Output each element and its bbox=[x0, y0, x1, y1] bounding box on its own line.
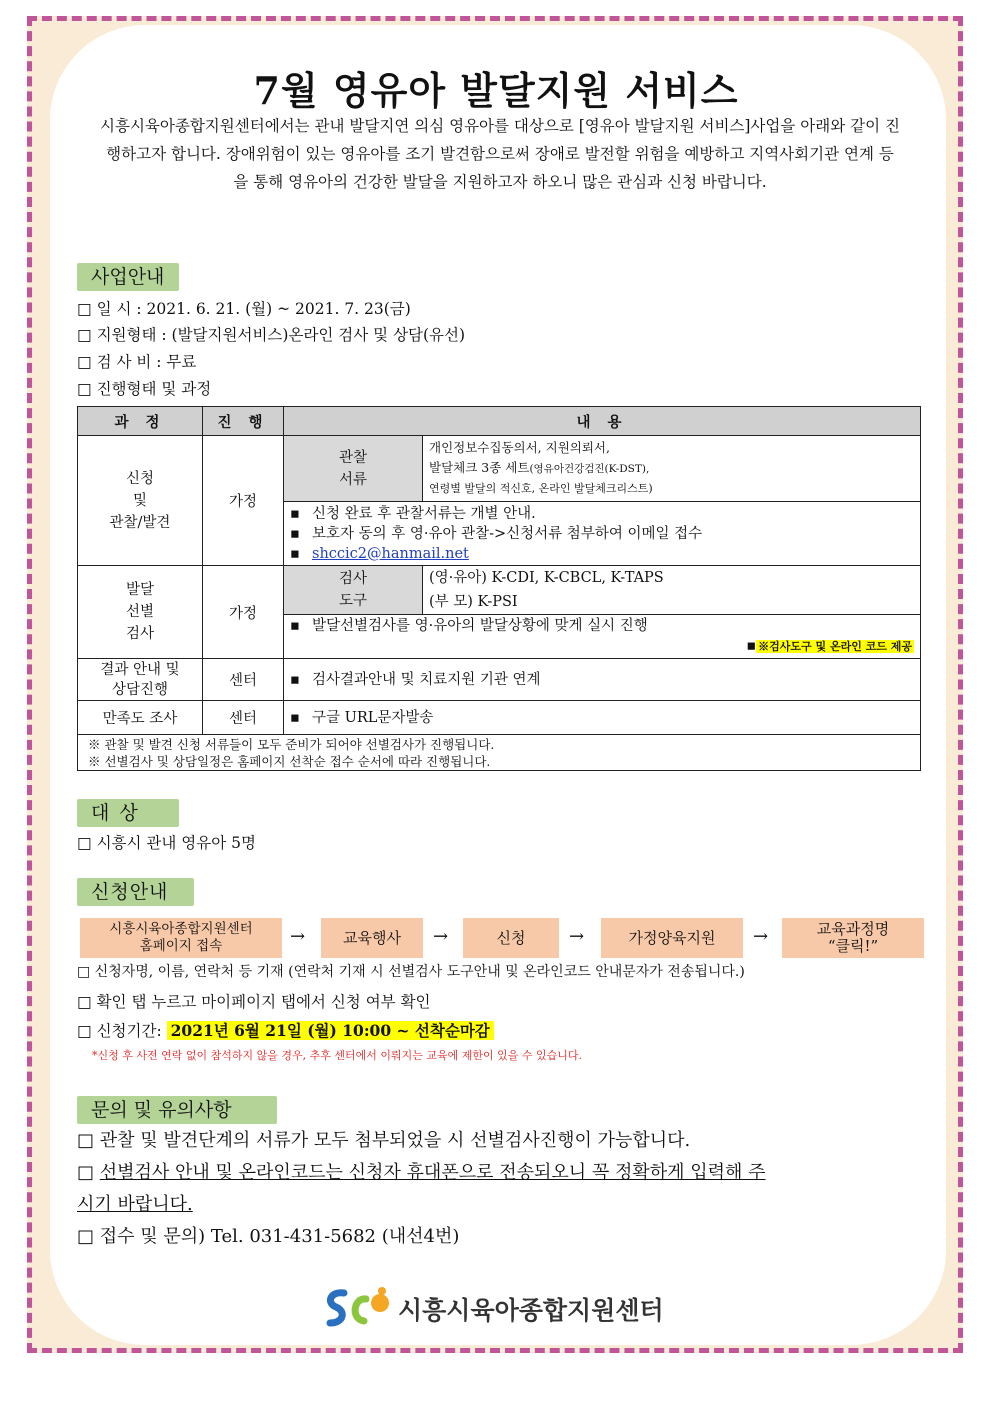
flow-arrow: → bbox=[569, 926, 585, 947]
notice-2: □ 선별검사 안내 및 온라인코드는 신청자 휴대폰으로 전송되오니 꼭 정확하게 입력해 주 bbox=[77, 1162, 766, 1183]
row3-bullets bbox=[284, 659, 921, 701]
target-text: □ 시흥시 관내 영유아 5명 bbox=[77, 834, 256, 852]
section-heading-inquiry: 문의 및 유의사항 bbox=[77, 1096, 277, 1124]
list-item: ▪ 검사결과안내 및 치료지원 기관 연계 bbox=[290, 670, 914, 690]
flow-step-apply: 신청 bbox=[463, 918, 559, 958]
section-heading-apply: 신청안내 bbox=[77, 878, 194, 906]
list-item: ▪ 발달선별검사를 영·유아의 발달상황에 맞게 실시 진행 bbox=[290, 616, 914, 636]
notice-1: □ 관찰 및 발견단계의 서류가 모두 첨부되었을 시 선별검사진행이 가능합니다. bbox=[77, 1130, 691, 1151]
apply-warning: *신청 후 사전 연락 없이 참석하지 않을 경우, 추후 센터에서 이뤄지는 교육에 제한이 있을 수 있습니다. bbox=[92, 1049, 582, 1062]
row2-who: 가정 bbox=[203, 566, 284, 659]
row2-step: 발달 선별 검사 bbox=[78, 566, 203, 659]
notice-contact: □ 접수 및 문의) Tel. 031-431-5682 (내선4번) bbox=[77, 1226, 460, 1247]
info-process: □ 진행형태 및 과정 bbox=[77, 380, 212, 398]
flow-arrow: → bbox=[753, 926, 769, 947]
list-item: ▪ 보호자 동의 후 영·유아 관찰->신청서류 첨부하여 이메일 접수 bbox=[290, 524, 914, 544]
section-heading-business: 사업안내 bbox=[77, 263, 179, 291]
row2-sub-label: 검사 도구 bbox=[284, 566, 423, 615]
row1-who: 가정 bbox=[203, 436, 284, 566]
list-item: ▪ 구글 URL문자발송 bbox=[290, 708, 914, 728]
table-footnotes: ※ 관찰 및 발견 신청 서류들이 모두 준비가 되어야 선별검사가 진행됩니다. ※ 선별검사 및 상담일정은 홈페이지 선착순 접수 순서에 따라 진행됩니다. bbox=[78, 735, 921, 771]
row1-bullets bbox=[284, 502, 921, 566]
row2-note: ※검사도구 및 온라인 코드 제공 bbox=[758, 640, 912, 653]
header-content: 내 용 bbox=[284, 407, 921, 436]
center-logo bbox=[322, 1285, 664, 1333]
flow-step-home-care: 가정양육지원 bbox=[601, 918, 743, 958]
row2-tools: (영·유아) K-CDI, K-CBCL, K-TAPS (부 모) K-PSI bbox=[423, 566, 921, 615]
section-heading-target: 대 상 bbox=[77, 799, 179, 827]
row1-step: 신청 및 관찰/발견 bbox=[78, 436, 203, 566]
row2-bullets bbox=[284, 615, 921, 659]
logo-icon bbox=[322, 1285, 392, 1333]
flow-step-edu-event: 교육행사 bbox=[321, 918, 423, 958]
info-fee: □ 검 사 비 : 무료 bbox=[77, 353, 197, 371]
header-progress: 진 행 bbox=[203, 407, 284, 436]
row3-who: 센터 bbox=[203, 659, 284, 701]
row4-step: 만족도 조사 bbox=[78, 701, 203, 735]
header-step: 과 정 bbox=[78, 407, 203, 436]
row1-documents: 개인정보수집동의서, 지원의뢰서, 발달체크 3종 세트(영유아건강검진(K-DST), 연령별 발달의 적신호, 온라인 발달체크리스트) bbox=[423, 436, 921, 502]
intro-paragraph: 시흥시육아종합지원센터에서는 관내 발달지연 의심 영유아를 대상으로 [영유아 발달지원 서비스]사업을 아래와 같이 진행하고자 합니다. 장애위험이 있는 영유아를 조기 발견함으로써 장애로 발전할 위험을 예방하고 지역사회기관 연계 등을 통해 영유아의 건강한 발달을 지원하고자 하오니 많은 관심과 신청 바랍니다. bbox=[100, 117, 900, 191]
apply-period: □ 신청기간: 2021년 6월 21일 (월) 10:00 ~ 선착순마감 bbox=[77, 1019, 494, 1041]
email-link[interactable]: shccic2@hanmail.net bbox=[312, 545, 469, 562]
row1-sub-label: 관찰 서류 bbox=[284, 436, 423, 502]
row3-step: 결과 안내 및 상담진행 bbox=[78, 659, 203, 701]
flow-step-click-course: 교육과정명 “클릭!” bbox=[782, 918, 924, 958]
flow-arrow: → bbox=[290, 926, 306, 947]
apply-step-2: □ 확인 탭 누르고 마이페이지 탭에서 신청 여부 확인 bbox=[77, 993, 431, 1011]
process-table bbox=[77, 406, 921, 771]
flow-step-homepage: 시흥시육아종합지원센터 홈페이지 접속 bbox=[80, 918, 282, 958]
flow-arrow: → bbox=[433, 926, 449, 947]
row4-who: 센터 bbox=[203, 701, 284, 735]
info-schedule: □ 일 시 : 2021. 6. 21. (월) ~ 2021. 7. 23(금) bbox=[77, 300, 411, 318]
row4-bullets bbox=[284, 701, 921, 735]
notice-2-cont: 시기 바랍니다. bbox=[77, 1194, 193, 1215]
list-item: ▪ 신청 완료 후 관찰서류는 개별 안내. bbox=[290, 504, 914, 524]
page-title: 7월 영유아 발달지원 서비스 bbox=[253, 68, 739, 113]
apply-step-1: □ 신청자명, 이름, 연락처 등 기재 (연락처 기재 시 선별검사 도구안내 및 온라인코드 안내문자가 전송됩니다.) bbox=[77, 964, 745, 980]
info-support-type: □ 지원형태 : (발달지원서비스)온라인 검사 및 상담(유선) bbox=[77, 326, 466, 344]
apply-period-value: 2021년 6월 21일 (월) 10:00 ~ 선착순마감 bbox=[167, 1021, 494, 1040]
logo-text: 시흥시육아종합지원센터 bbox=[398, 1296, 664, 1325]
